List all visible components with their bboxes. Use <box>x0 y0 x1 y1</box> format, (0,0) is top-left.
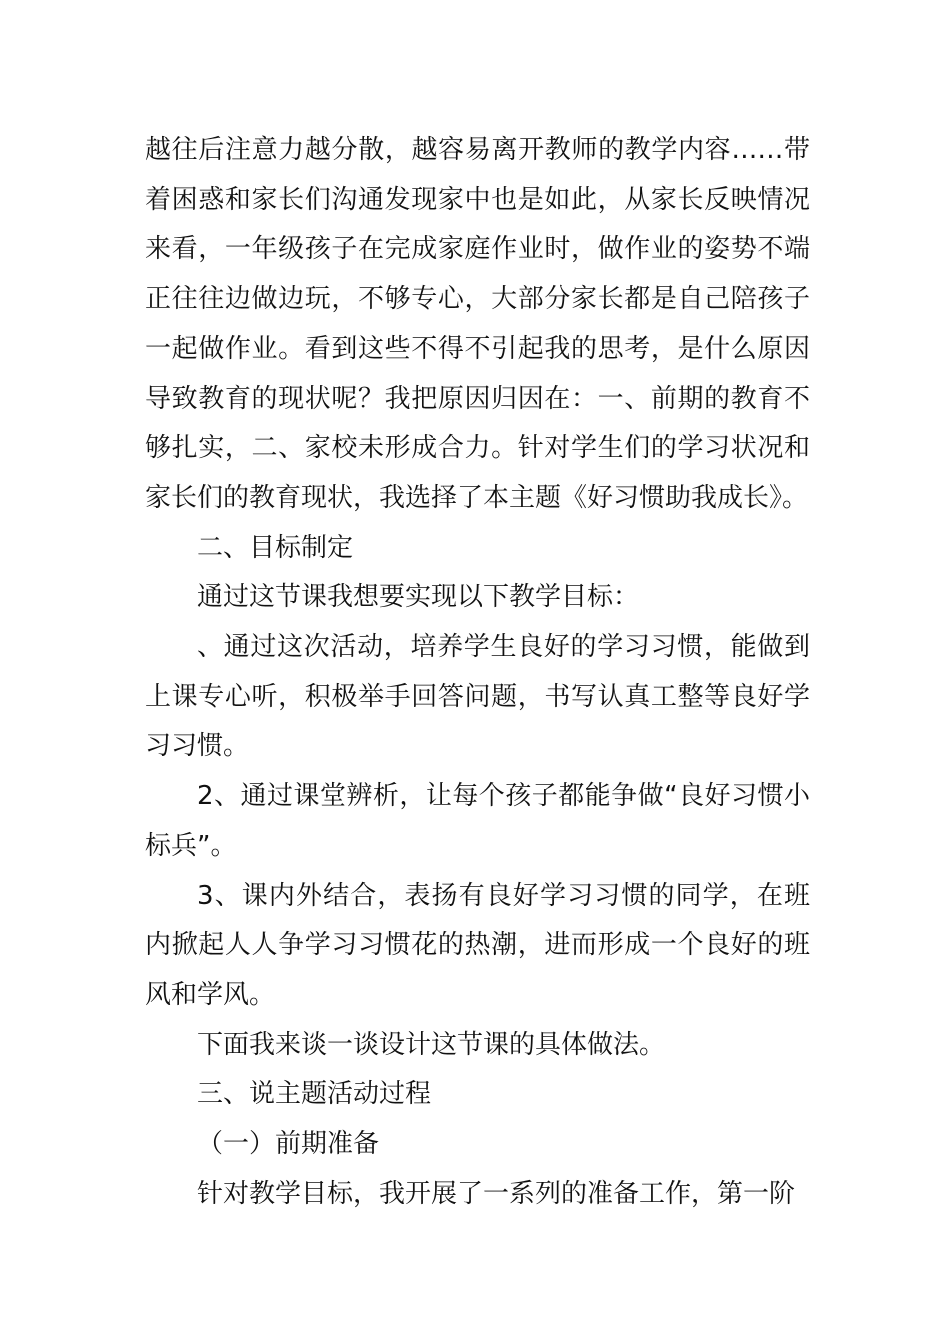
paragraph-preparation: 针对教学目标，我开展了一系列的准备工作，第一阶 <box>197 1178 796 1209</box>
paragraph-goals-intro: 通过这节课我想要实现以下教学目标： <box>197 582 640 613</box>
subsection-heading-preparation: （一）前期准备 <box>197 1129 380 1160</box>
goal-item-1: 、通过这次活动，培养学生良好的学习习惯，能做到上课专心听，积极举手回答问题，书写认真工整等良好学习习惯。 <box>145 632 810 762</box>
paragraph-method-intro: 下面我来谈一谈设计这节课的具体做法。 <box>197 1029 666 1060</box>
section-heading-process: 三、说主题活动过程 <box>197 1079 432 1110</box>
paragraph-continuation: 越往后注意力越分散，越容易离开教师的教学内容……带着困惑和家长们沟通发现家中也是如此，从家长反映情况来看，一年级孩子在完成家庭作业时，做作业的姿势不端正往往边做边玩，不够专心，大部分家长都是自己陪孩子一起做作业。看到这些不得不引起我的思考，是什么原因导致教育的现状呢？我把原因归因在：一、前期的教育不够扎实，二、家校未形成合力。针对学生们的学习状况和家长们的教育现状，我选择了本主题《好习惯助我成长》。 <box>145 135 810 513</box>
goal-item-2: 2、通过课堂辨析，让每个孩子都能争做“良好习惯小标兵”。 <box>145 781 810 861</box>
document-body <box>145 126 810 1219</box>
goal-item-3: 3、课内外结合，表扬有良好学习习惯的同学，在班内掀起人人争学习习惯花的热潮，进而形成一个良好的班风和学风。 <box>145 880 810 1010</box>
section-heading-goals: 二、目标制定 <box>197 532 354 563</box>
